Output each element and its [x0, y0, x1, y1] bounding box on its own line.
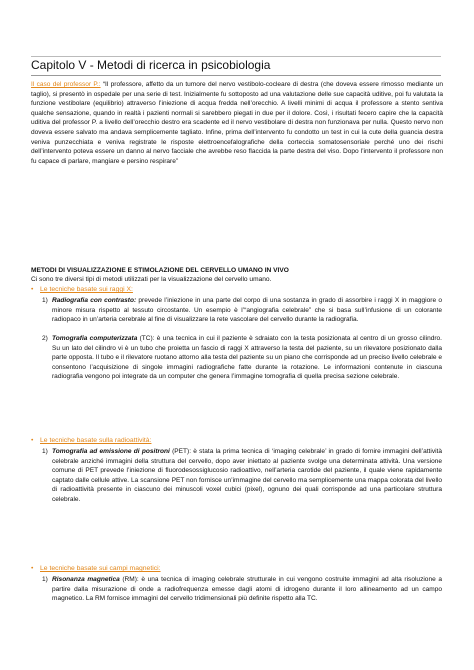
- bullet-icon: •: [31, 437, 34, 444]
- bullet-icon: •: [31, 286, 34, 293]
- item-number: 2): [42, 335, 48, 342]
- item-text: (TC): è una tecnica in cui il paziente è sdraiato con la testa posizionata al centro di un grosso cilindro. Su un lato del cilindro vi è un tubo che proietta un fascio di raggi X attraverso la testa del paziente, su un rilevatore posizionato dalla parte opposta. Il tubo e il rilevatore ruotano attorno alla testa del paziente su un piano che corrisponde ad un preciso livello celebrale e consentono l’acquisizione di singole immagini radiografiche fatte durante la rotazione. Le informazioni contenute in ciascuna radiografia vengono poi integrate da un computer che genera l’immagine tomografia di quella precisa sezione celebrale.: [52, 335, 442, 381]
- item-term: Radiografia con contrasto:: [52, 297, 137, 304]
- top-divider: [31, 56, 441, 57]
- intro-paragraph: [31, 80, 443, 166]
- group-heading-xray: [31, 285, 133, 294]
- item-number: 1): [42, 576, 48, 583]
- item-text: prevede l’iniezione in una parte del corpo di una sostanza in grado di assorbire i raggi X in maggiore o minore misura rispetto al tessuto circostante. Un esempio è l’“angiografia celebrale” che si basa sull’infusione di un colorante radiopaco in un’arteria cerebrale al fine di visualizzare la rete vascolare del cervello durante la radiografia.: [52, 297, 442, 324]
- intro-text: “Il professore, affetto da un tumore del nervo vestibolo-cocleare di destra (che doveva essere rimosso mediante un taglio), si presentò in ospedale per una serie di test. Inizialmente fu sottoposto ad una valutazione delle sue capacità uditive, poi fu valutata la funzione vestibolare (equilibrio) attraverso l’iniezione di acqua fredda nell’orecchio. A livelli minimi di acqua il professore a stento sentiva qualche sensazione, quando in realtà i pazienti normali si sarebbero piegati in due per il dolore. Così, i risultati fecero capire che la capacità uditiva del professor P. a livello dell’orecchio destro era scadente ed il nervo vestibolare di destra non funzionava per nulla. Questo nervo non doveva essere salvato ma andava semplicemente tagliato. Infine, prima dell’intervento fu condotto un test in cui la cute della guancia destra veniva punzecchiata e veniva registrate le risposte elettroencefalografiche della corteccia somatosensoriale perché uno dei rischi dell’intervento poteva essere un danno al nervo facciale che avrebbe reso flaccida la parte destra del viso. Dopo l’intervento il professore non fu capace di parlare, mangiare e persino respirare”: [31, 81, 443, 165]
- item-term: Tomografia computerizzata: [52, 335, 138, 342]
- list-item-radiografia: [42, 296, 442, 325]
- group-heading-radioactivity: [31, 436, 151, 445]
- group-title: Le tecniche basate sulla radioattività:: [40, 437, 152, 444]
- item-term: Risonanza magnetica: [52, 576, 120, 583]
- title-divider: [31, 75, 441, 76]
- item-text: (PET): è stata la prima tecnica di ‘imaging celebrale’ in grado di fornire immagini dell’attività celebrale anziché immagini della struttura del cervello, dopo aver iniettato al paziente svolge una determinata attività. Una versione comune di PET prevede l’iniezione di fluorodesossiglucosio radioattivo, nell’arteria carotide del paziente, il quale viene rapidamente captato dalle cellule attive. La scansione PET non fornisce un’immagine del cervello ma semplicemente una mappa colorata del livello di radioattività presente in ciascuno dei minuscoli voxel cubici (pixel), ognuno dei quali corrisponde ad una particolare struttura celebrale.: [52, 448, 443, 503]
- item-number: 1): [42, 448, 48, 455]
- section-subheading: Ci sono tre diversi tipi di metodi utilizzati per la visualizzazione del cervello umano.: [31, 276, 272, 283]
- list-item-tomografia: [42, 334, 442, 382]
- list-item-pet: [42, 447, 443, 505]
- group-title: Le tecniche basate sui raggi X:: [40, 286, 133, 293]
- list-item-rm: [42, 575, 442, 604]
- item-term: Tomografia ad emissione di positroni: [52, 448, 170, 455]
- bullet-icon: •: [31, 565, 34, 572]
- chapter-title: Capitolo V - Metodi di ricerca in psicobiologia: [31, 58, 271, 72]
- group-heading-magnetic: [31, 564, 161, 573]
- item-number: 1): [42, 297, 48, 304]
- section-heading: METODI DI VISUALIZZAZIONE E STIMOLAZIONE DEL CERVELLO UMANO IN VIVO: [31, 267, 289, 274]
- intro-label: Il caso del professor P.:: [31, 81, 101, 88]
- item-text: (RM): è una tecnica di imaging celebrale strutturale in cui vengono costruite immagini ad alta risoluzione a partire dalla misurazione di onde a radiofrequenza emesse dagli atomi di idrogeno durante il loro allineamento ad un campo magnetico. La RM fornisce immagini del cervello tridimensionali più definite rispetto alla TC.: [52, 576, 442, 603]
- group-title: Le tecniche basate sui campi magnetici:: [40, 565, 161, 572]
